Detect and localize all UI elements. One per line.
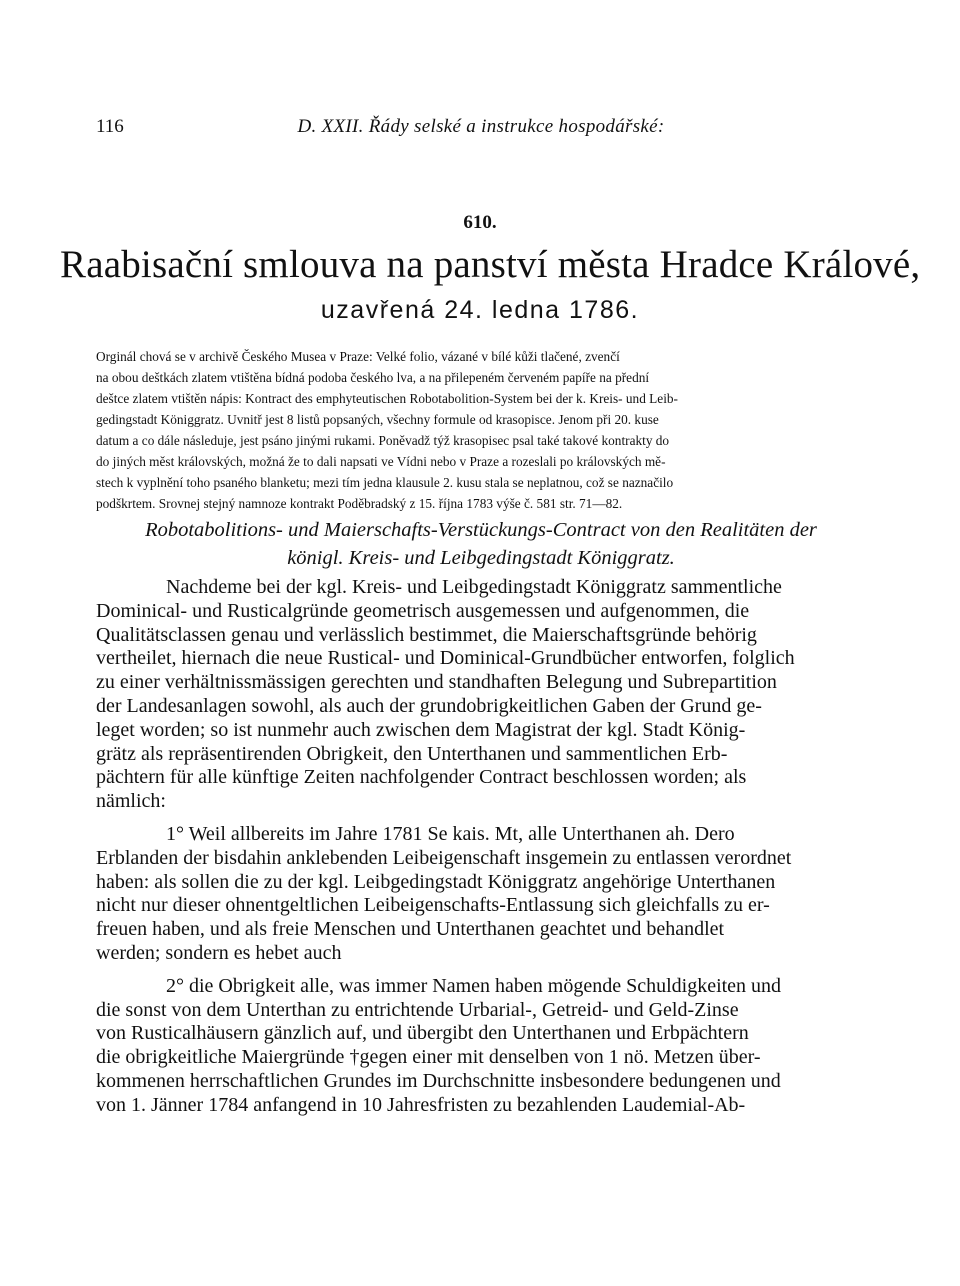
running-head: D. XXII. Řády selské a instrukce hospodářské: bbox=[297, 116, 665, 137]
document-number: 610. bbox=[463, 212, 497, 233]
document-subtitle: uzavřená 24. ledna 1786. bbox=[320, 296, 640, 324]
body-paragraph: Nachdeme bei der kgl. Kreis- und Leibgedingstadt Königgratz sammentliche Dominical- und Rusticalgründe geometrisch ausgemessen und aufgenommen, die Qualitätsclassen genau und verlässlich bestimmet, die Maierschaftsgründe behörig vertheilet, hiernach die neue Rustical- und Dominical-Grundbücher entworfen, folglich zu einer verhältnissmässigen gerechten und standhaften Belegung und Subrepartition der Landesanlagen sowohl, als auch der grundobrigkeitlichen Gaben der Grund ge- leget worden; so ist nunmehr auch zwischen dem Magistrat der kgl. Stadt König- grätz als repräsentirenden Obrigkeit, den Unterthanen und sammentlichen Erb- pächtern für alle künftige Zeiten nachfolgender Contract beschlossen worden; als nämlich: bbox=[96, 576, 795, 813]
archival-note: Orginál chová se v archivě Českého Musea v Praze: Velké folio, vázané v bílé kůži tlačené, zvenčí na obou deštkách zlatem vtištěna bídná podoba českého lva, a na přilepeném červeném papíře na přední deštce zlatem vtištěn nápis: Kontract des emphyteutischen Robotabolition-System bei der k. Kreis- und Leib- gedingstadt Königgratz. Uvnitř jest 8 listů popsaných, všechny formule od krasopisce. Jenom při 20. kuse datum a co dále následuje, jest psáno jinými rukami. Poněvadž týž krasopisec psal také takové kontrakty do do jiných měst královských, možná že to dali napsati ve Vídni nebo v Praze a rozeslali po královských mě- stech k vyplnění toho psaného blanketu; mezi tím jedna klausule 2. kusu stala se neplatnou, což se naznačilo podškrtem. Srovnej stejný namnoze kontrakt Poděbradský z 15. října 1783 výše č. 581 str. 71—82. bbox=[96, 349, 678, 511]
contract-heading: Robotabolitions- und Maierschafts-Verstückungs-Contract von den Realitäten der königl. Kreis- und Leibgedingstadt Königgratz. bbox=[145, 519, 817, 569]
body-paragraph: 2° die Obrigkeit alle, was immer Namen haben mögende Schuldigkeiten und die sonst von dem Unterthan zu entrichtende Urbarial-, Getreid- und Geld-Zinse von Rusticalhäusern gänzlich auf, und übergibt den Unterthanen und Erbpächtern die obrigkeitliche Maiergründe †gegen einer mit denselben von 1 nö. Metzen über- kommenen herrschaftlichen Grundes im Durchschnitte insbesondere bedungenen und von 1. Jänner 1784 anfangend in 10 Jahresfristen zu bezahlenden Laudemial-Ab- bbox=[96, 974, 782, 1116]
document-title: Raabisační smlouva na panství města Hradce Králové, bbox=[60, 243, 921, 286]
page-number: 116 bbox=[96, 116, 124, 137]
body-paragraph: 1° Weil allbereits im Jahre 1781 Se kais. Mt, alle Unterthanen ah. Dero Erblanden der bisdahin anklebenden Leibeigenschaft insgemein zu entlassen verordnet haben: als sollen die zu der kgl. Leibgedingstadt Königgratz angehörige Unterthanen nicht nur dieser ohnentgeltlichen Leibeigenschafts-Entlassung sich gleichfalls zu er- freuen haben, und als freie Menschen und Unterthanen geachtet und behandlet werden; sondern es hebet auch bbox=[96, 822, 792, 964]
body-text bbox=[96, 576, 866, 1127]
page-header bbox=[96, 116, 866, 140]
